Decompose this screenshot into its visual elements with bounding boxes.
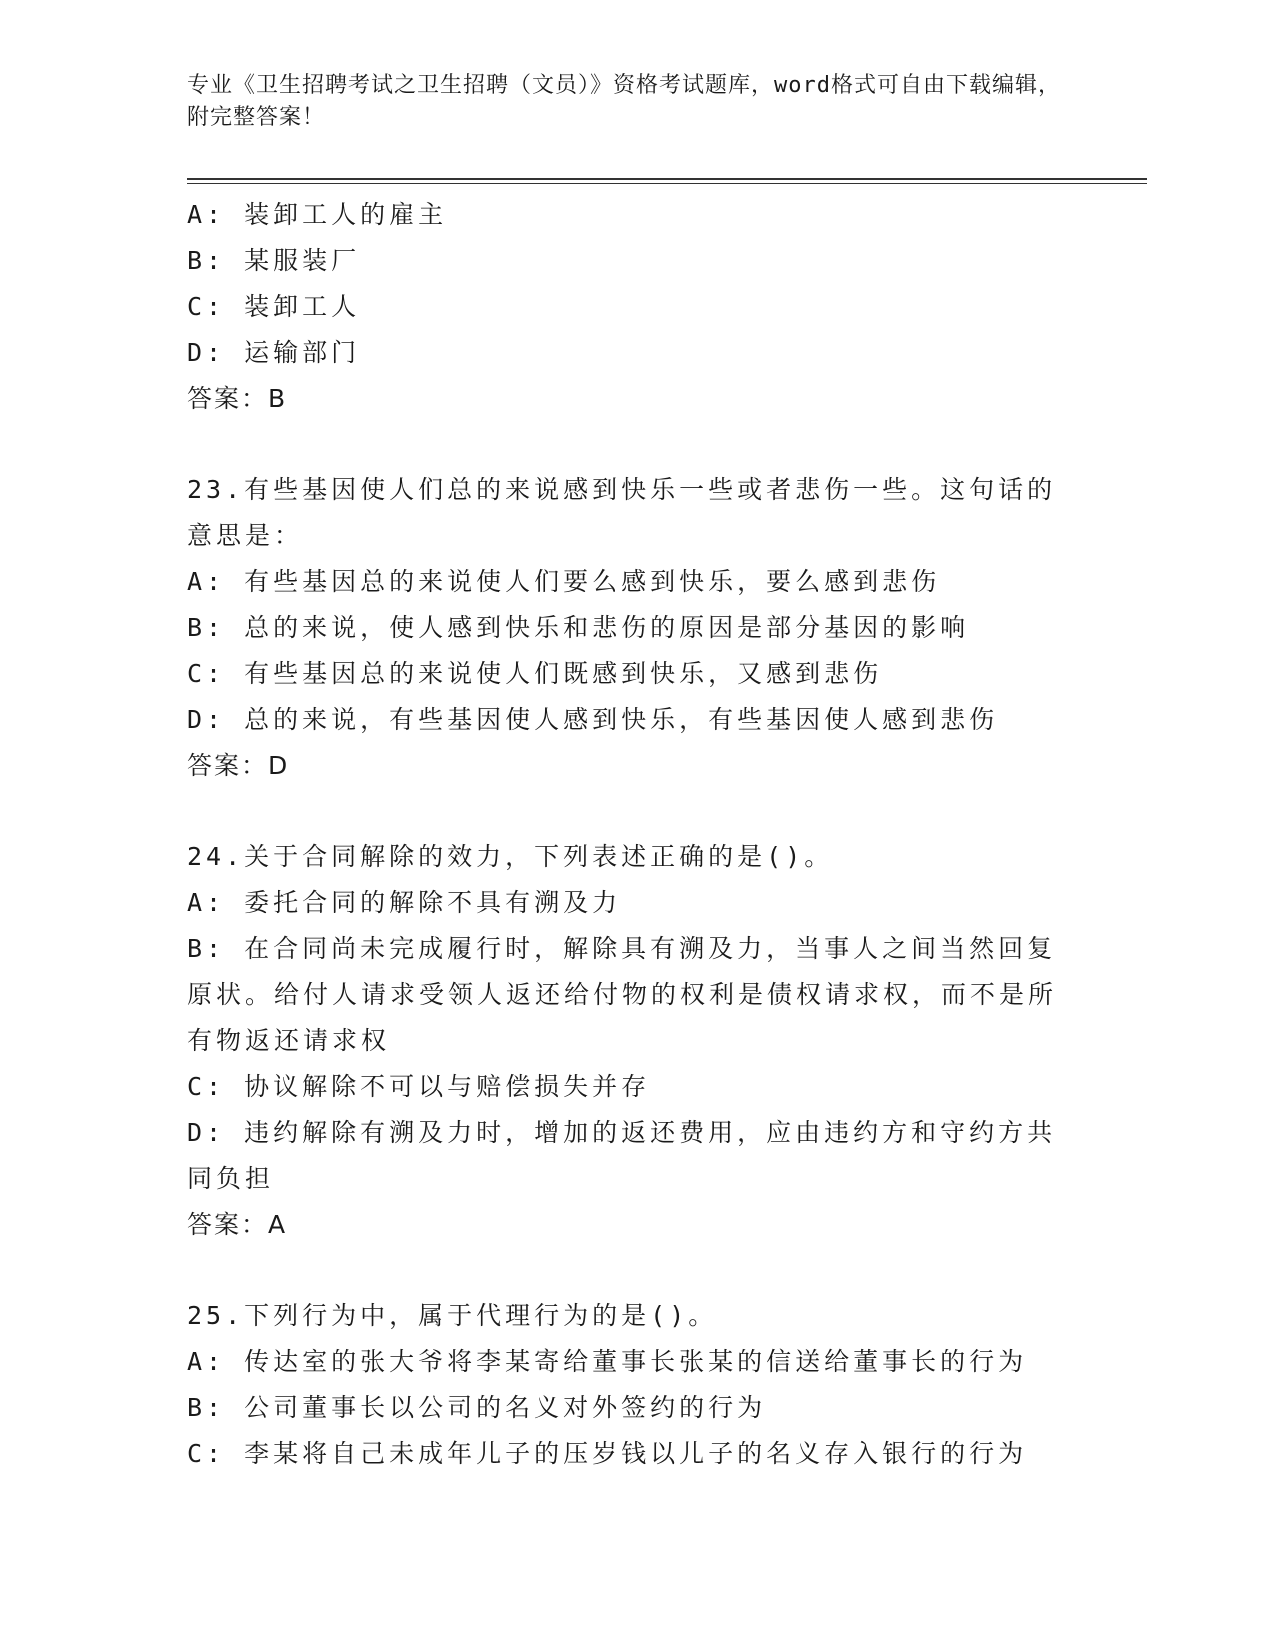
document-header: 专业《卫生招聘考试之卫生招聘（文员）》资格考试题库，word格式可自由下载编辑，附完整答案！ xyxy=(187,73,1061,130)
question-stem: 23.有些基因使人们总的来说感到快乐一些或者悲伤一些。这句话的意思是： xyxy=(187,475,1057,550)
header-divider xyxy=(187,178,1147,184)
option-d: D: 总的来说，有些基因使人感到快乐，有些基因使人感到悲伤 xyxy=(187,705,999,734)
option-c: C: 李某将自己未成年儿子的压岁钱以儿子的名义存入银行的行为 xyxy=(187,1439,1028,1468)
question-25 xyxy=(187,1293,1147,1477)
answer-text: 答案：B xyxy=(187,384,288,413)
question-stem: 24.关于合同解除的效力，下列表述正确的是()。 xyxy=(187,842,834,871)
option-b: B: 在合同尚未完成履行时，解除具有溯及力，当事人之间当然回复原状。给付人请求受领人返还给付物的权利是债权请求权，而不是所有物返还请求权 xyxy=(187,934,1058,1055)
question-stem: 25.下列行为中，属于代理行为的是()。 xyxy=(187,1301,718,1330)
document-page xyxy=(187,70,1147,1522)
option-a: A: 装卸工人的雇主 xyxy=(187,200,448,229)
question-24 xyxy=(187,834,1147,1248)
question-list xyxy=(187,192,1147,1477)
option-c: C: 有些基因总的来说使人们既感到快乐，又感到悲伤 xyxy=(187,659,883,688)
option-a: A: 委托合同的解除不具有溯及力 xyxy=(187,888,622,917)
option-c: C: 协议解除不可以与赔偿损失并存 xyxy=(187,1072,651,1101)
option-d: D: 违约解除有溯及力时，增加的返还费用，应由违约方和守约方共同负担 xyxy=(187,1118,1057,1193)
option-a: A: 传达室的张大爷将李某寄给董事长张某的信送给董事长的行为 xyxy=(187,1347,1028,1376)
answer-text: 答案：D xyxy=(187,751,290,780)
answer-text: 答案：A xyxy=(187,1210,288,1239)
option-d: D: 运输部门 xyxy=(187,338,361,367)
option-b: B: 公司董事长以公司的名义对外签约的行为 xyxy=(187,1393,767,1422)
option-b: B: 总的来说，使人感到快乐和悲伤的原因是部分基因的影响 xyxy=(187,613,970,642)
question-23 xyxy=(187,467,1147,789)
option-c: C: 装卸工人 xyxy=(187,292,361,321)
question-22-continued xyxy=(187,192,1147,422)
option-a: A: 有些基因总的来说使人们要么感到快乐，要么感到悲伤 xyxy=(187,567,941,596)
option-b: B: 某服装厂 xyxy=(187,246,361,275)
